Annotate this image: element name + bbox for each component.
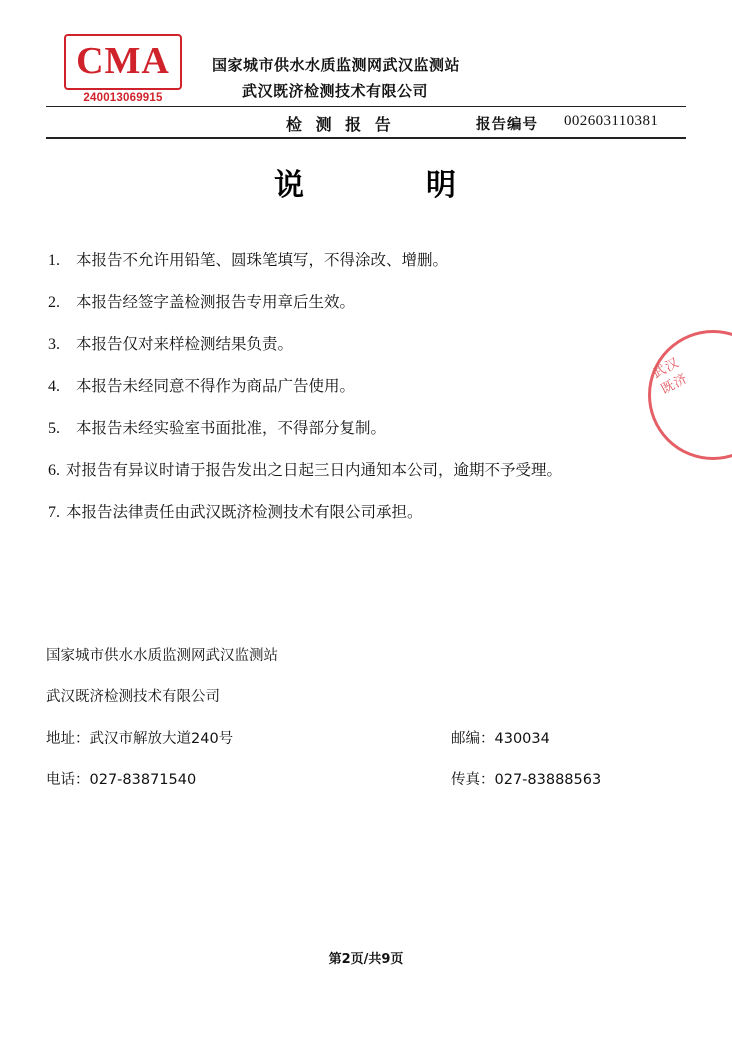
report-number-label: 报告编号 [476,117,538,133]
list-item [46,248,676,273]
note-number: 6. [48,462,60,479]
note-text: 本报告未经实验室书面批准，不得部分复制。 [76,419,387,437]
list-item [46,290,676,315]
note-text: 本报告经签字盖检测报告专用章后生效。 [76,293,356,311]
header-rule-bottom [46,137,686,139]
note-text: 本报告不允许用铅笔、圆珠笔填写，不得涂改、增删。 [76,251,449,269]
footer-station-name: 国家城市供水水质监测网武汉监测站 [46,648,278,664]
list-item [46,332,676,357]
page-title-char-1: 说 [274,168,306,203]
address-text: 地址：武汉市解放大道240号 [46,731,234,747]
page-title-char-2: 明 [426,168,458,203]
company-name: 武汉既济检测技术有限公司 [242,82,429,100]
address-row [46,727,676,749]
postcode-text: 邮编：430034 [451,731,550,747]
list-item [46,458,676,483]
note-text: 本报告法律责任由武汉既济检测技术有限公司承担。 [66,503,423,521]
list-item [46,500,676,525]
note-text: 对报告有异议时请于报告发出之日起三日内通知本公司，逾期不予受理。 [66,461,563,479]
header-rule-top [46,106,686,107]
note-number: 5. [48,420,60,437]
report-number-value: 002603110381 [564,113,659,129]
organization-names [212,52,632,104]
list-item [46,416,676,441]
cma-certificate-number: 240013069915 [83,92,163,104]
report-title-row [46,110,686,140]
monitoring-station-name: 国家城市供水水质监测网武汉监测站 [212,56,461,74]
fax-text: 传真：027-83888563 [451,772,602,788]
note-text: 本报告未经同意不得作为商品广告使用。 [76,377,356,395]
note-number: 4. [48,378,60,395]
list-item [46,374,676,399]
phone-text: 电话：027-83871540 [46,772,197,788]
page-number: 第2页/共9页 [328,952,404,967]
page-title [46,160,686,204]
note-number: 3. [48,336,60,353]
note-number: 7. [48,504,60,521]
note-number: 2. [48,294,60,311]
cma-mark-text: CMA [76,40,170,82]
cma-logo [64,34,186,112]
stamp-text: 武汉既济 [650,355,691,398]
note-number: 1. [48,252,60,269]
report-title: 检 测 报 告 [286,115,395,134]
notes-list [46,248,676,542]
contact-block [46,645,676,809]
phone-row [46,768,676,790]
footer-company-name: 武汉既济检测技术有限公司 [46,689,220,705]
note-text: 本报告仅对来样检测结果负责。 [76,335,294,353]
document-header [46,30,686,112]
